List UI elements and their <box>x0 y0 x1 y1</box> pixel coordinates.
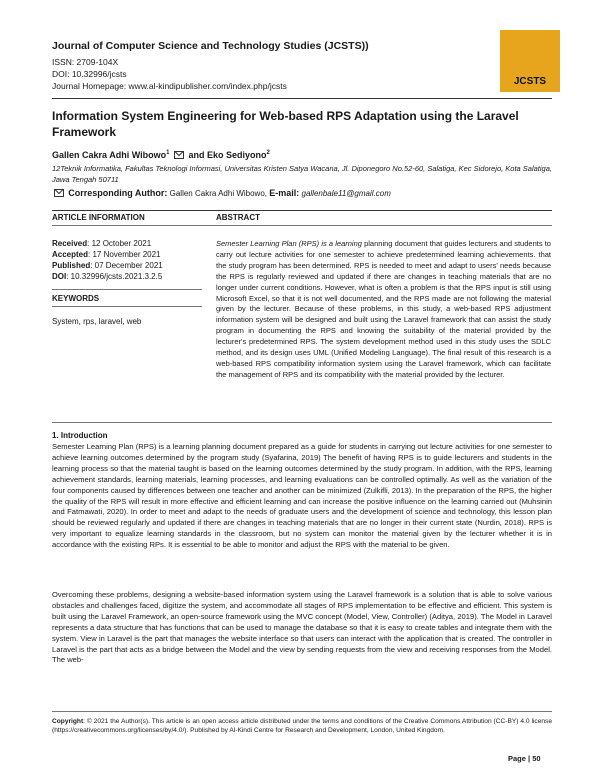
abstract-text <box>216 239 551 381</box>
logo-text: JCSTS <box>513 76 547 87</box>
info-top-rule <box>52 210 552 211</box>
copyright-label: Copyright <box>52 718 84 725</box>
author-line <box>52 150 270 160</box>
intro-paragraph-2: Overcoming these problems, designing a website-based information system using the Laravel framework is a solution that is able to solve various obstacles and challenges faced, digitize the system, and accommodate all stages of RPS implementation to be effective and efficient. This system is built using the Laravel Framework, an open-source framework using the MVC concept (Model, View, Controller) (Aditya, 2019). The Model in Laravel represents a data structure that has functions that can be used to manage the database so that it is easy to create tables and integrate them with the system. View in Laravel is the part that manages the website interface so that users can interact with the application that is created. The controller in Laravel is the part that acts as a bridge between the Model and the view by sending requests from the view and receiving responses from the Model. The web- <box>52 590 552 665</box>
copyright-text: : © 2021 the Author(s). This article is an open access article distributed under the terms and conditions of the Creative Commons Attribution (CC-BY) 4.0 license (https://creativecommons.org/licenses/by/4.0/). Published by Al-Kindi Centre for Research and Development, London, United Kingdom. <box>52 718 552 735</box>
issn: ISSN: 2709-104X <box>52 57 119 67</box>
article-doi: DOI: 10.32996/jcsts.2021.3.2.5 <box>52 272 163 281</box>
info-head-rule <box>52 225 552 226</box>
keywords: System, rps, laravel, web <box>52 317 142 326</box>
corr-name: Gallen Cakra Adhi Wibowo, <box>169 189 268 198</box>
keywords-heading: KEYWORDS <box>52 294 100 303</box>
journal-homepage[interactable]: Journal Homepage: www.al-kindipublisher.com/index.php/jcsts <box>52 81 287 91</box>
author-conj: and <box>188 150 205 160</box>
journal-title: Journal of Computer Science and Technology Studies (JCSTS)) <box>52 40 369 52</box>
header-divider <box>52 98 552 99</box>
paper-title: Information System Engineering for Web-based RPS Adaptation using the Laravel Framework <box>52 109 519 139</box>
abstract-bottom-rule <box>52 422 552 423</box>
author-2: Eko Sediyono <box>207 150 267 160</box>
corresponding-author <box>52 188 391 198</box>
abstract-body: planning document that guides lecturers and students to carry out lecture activities for one semester to achieve predetermined learning achievements. that the study program has been determined. RPS is needed to meet and adapt to users' needs because the RPS is regularly reviewed and updated if there are changes in teaching materials that are no longer under current conditions. However, what is often a problem is that the RPS input is still using Microsoft Excel, so that it is not well documented, and the RPS made are not following the material given by the lecturer. Because of these problems, in this study, a web-based RPS adjustment information system will be designed and built using the Laravel framework that can assist the study program in documenting the RPS and knowing the suitability of the material provided by the lecturer's predetermined RPS. The system development method used in this study uses the SDLC method, and its design uses UML (Unified Modeling Language). The final result of this research is a web-based RPS compatibility information system using the Laravel framework, which can facilitate the management of RPS and its compatibility with the material provided by the lecturer. <box>216 239 551 379</box>
abstract-lead: Semester Learning Plan (RPS) is a learning <box>216 239 362 248</box>
page-number: Page | 50 <box>508 754 541 763</box>
keywords-bottom-rule <box>52 306 202 307</box>
corr-label: Corresponding Author: <box>68 188 168 198</box>
journal-doi: DOI: 10.32996/jcsts <box>52 69 127 79</box>
accepted-date: Accepted: 17 November 2021 <box>52 250 161 259</box>
article-info-heading: ARTICLE INFORMATION <box>52 213 145 222</box>
author-1-sup: 1 <box>166 150 170 156</box>
author-2-sup: 2 <box>266 150 270 156</box>
mail-icon <box>174 151 184 159</box>
author-1: Gallen Cakra Adhi Wibowo <box>52 150 167 160</box>
mail-icon <box>54 189 64 197</box>
section-heading: 1. Introduction <box>52 431 108 440</box>
corr-email-label: E-mail: <box>269 188 300 198</box>
received-date: Received: 12 October 2021 <box>52 239 152 248</box>
journal-logo <box>500 30 560 92</box>
footer-rule <box>52 711 552 712</box>
intro-paragraph-1: Semester Learning Plan (RPS) is a learning planning document prepared as a guide for students in carrying out lecture activities for one semester to achieve learning outcomes determined by the program study (Syafarina, 2019) The benefit of having RPS is to guide lecturers and students in the learning process so that the material taught is based on the learning outcomes determined by the study program. In addition, with the RPS, learning achievement standards, learning materials, learning processes, and learning evaluations can be controlled optimally. As well as the variation of the four components caused by differences between one teacher and another can be minimized (Zulkifli, 2013). In the preparation of the RPS, the higher the quality of the RPS will result in more effective and efficient learning and can increase the positive influence on the learning carried out (Muhsinin and Fatmawati, 2020). In order to meet and adapt to the needs of graduate users and the development of science and technology, this lesson plan should be reviewed regularly and updated if there are changes in teaching materials that are no longer in their current state (Nurdin, 2018). RPS is very important to equalize learning standards in the classroom, but no system can monitor the material given by the lecturer whether it is in accordance with the existing RPs. It is essential to be able to monitor and adjust the RPS with the material to be given. <box>52 442 552 550</box>
abstract-heading: ABSTRACT <box>216 213 260 222</box>
affiliation: 12Teknik Informatika, Fakultas Teknologi Informasi, Universitas Kristen Satya Wacana, Jl. Diponegoro No.52-60, Salatiga, Kec Sidorejo, Kota Salatiga, Jawa Tengah 50711 <box>52 164 552 184</box>
published-date: Published: 07 December 2021 <box>52 261 163 270</box>
copyright-notice <box>52 717 552 736</box>
corr-email[interactable]: gallenbale11@gmail.com <box>301 189 391 198</box>
keywords-top-rule <box>52 289 202 290</box>
